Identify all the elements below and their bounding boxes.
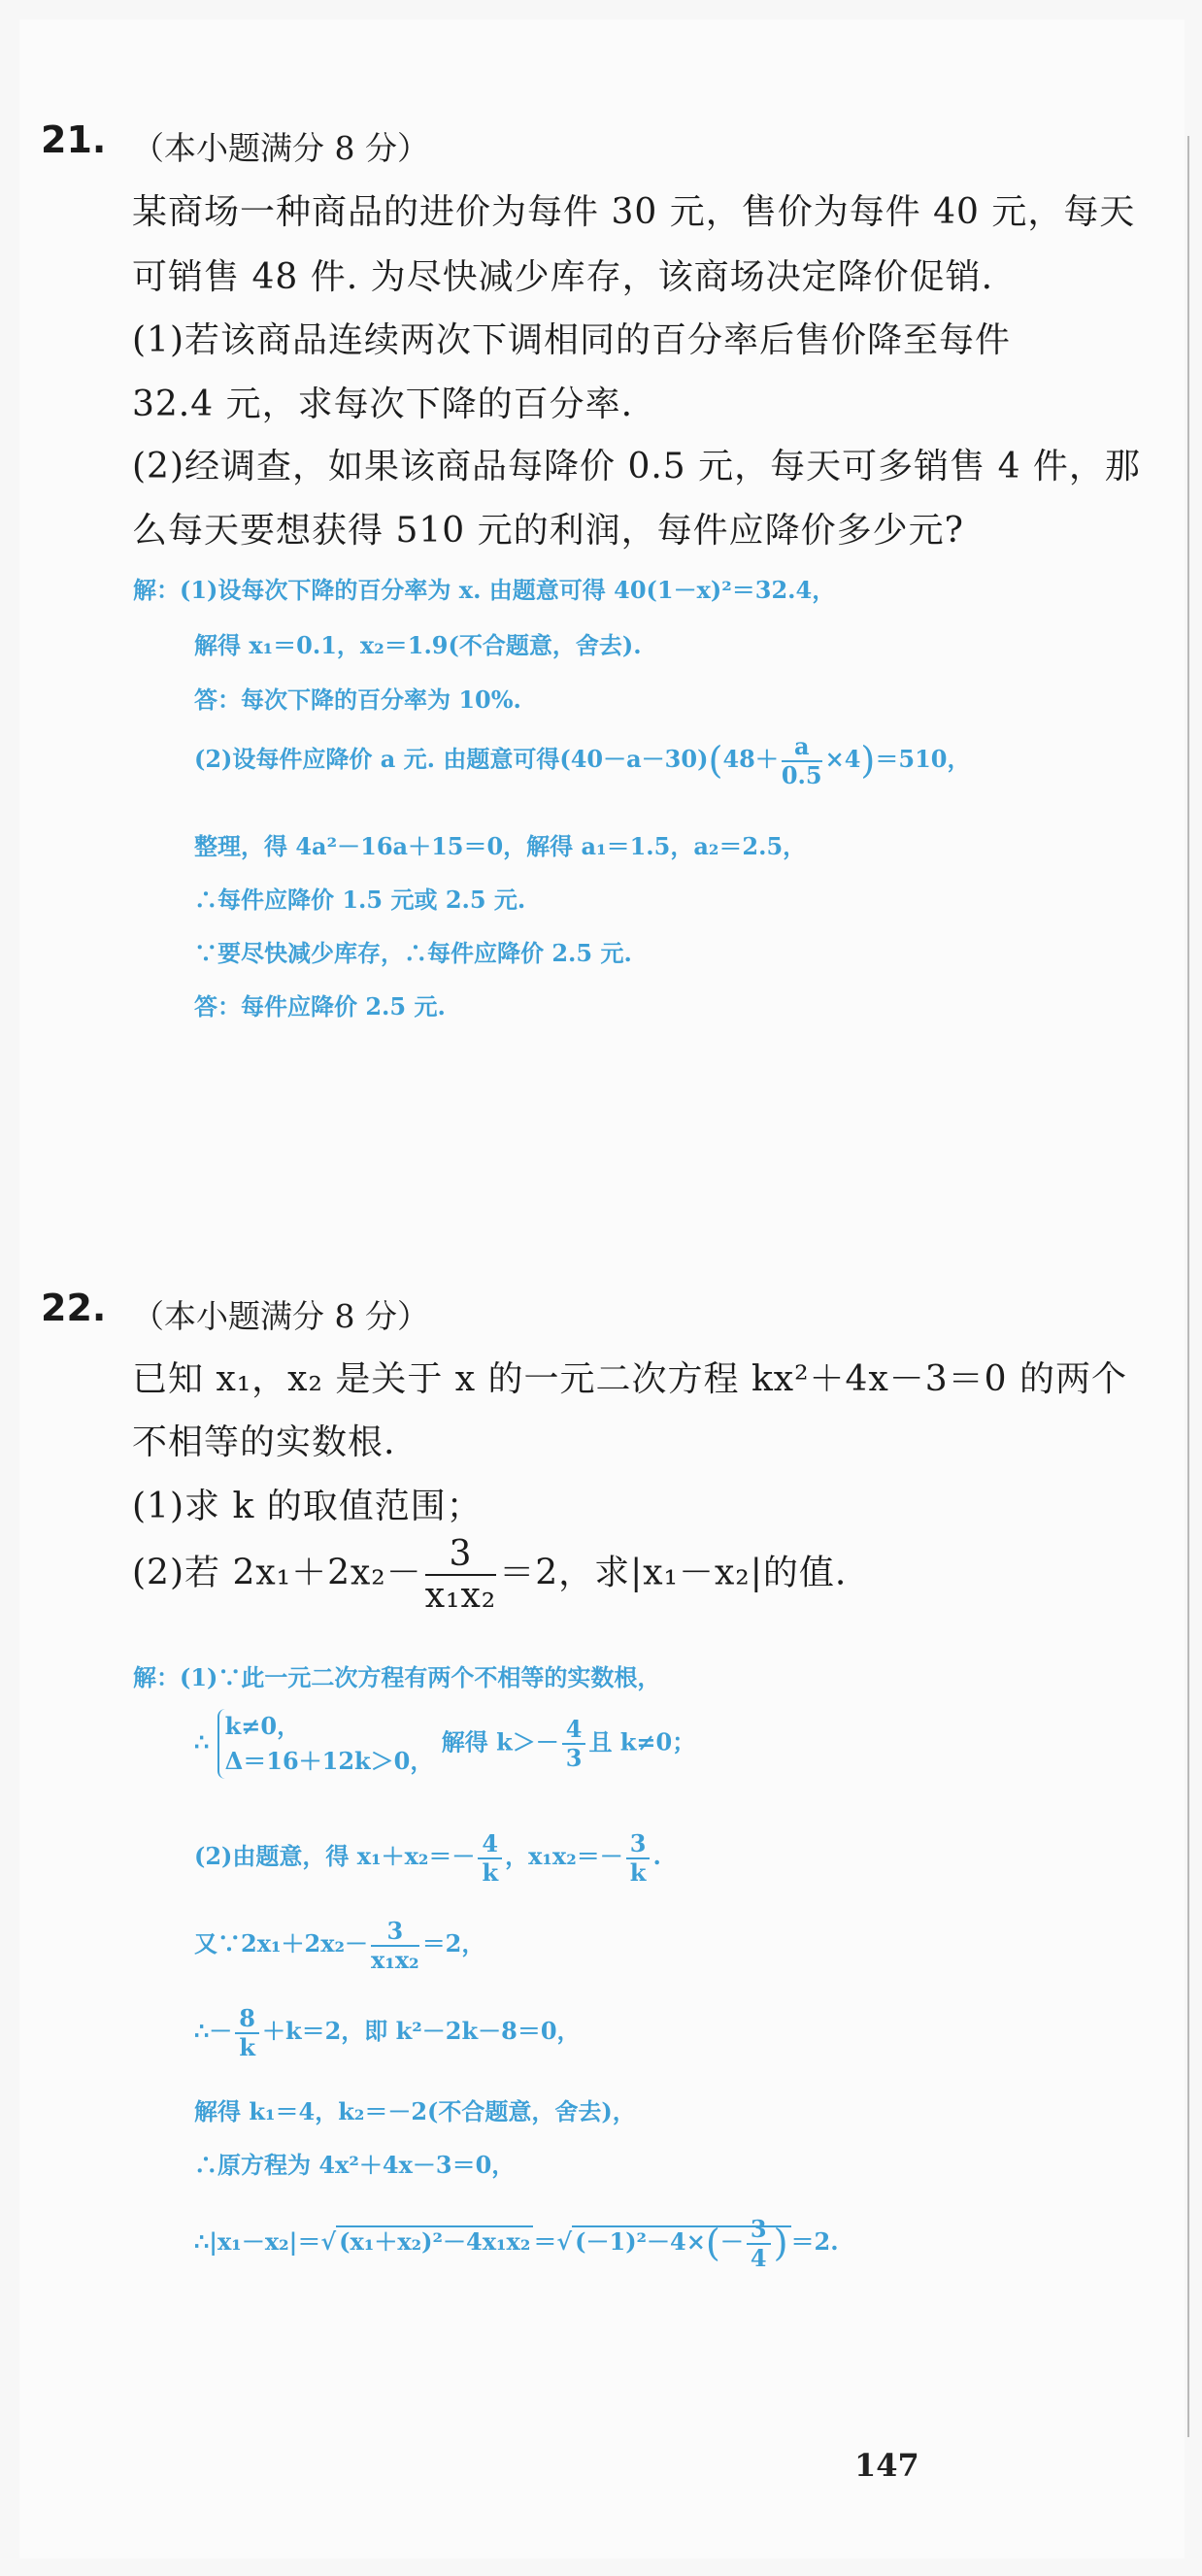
solution-line: ∴原方程为 4x²＋4x－3＝0，: [194, 2151, 516, 2179]
question-text-line: 32.4 元，求每次下降的百分率.: [132, 385, 634, 424]
fraction: $\frac{4}{k}$: [478, 1830, 502, 1886]
question-text-line: (2)若 2x₁＋2x₂－ $\frac{3}{\text{x₁x₂}}$ ＝2，求|x₁－x₂|的值.: [132, 1534, 848, 1617]
question-text-line: 么每天要想获得 510 元的利润，每件应降价多少元?: [132, 511, 964, 551]
solution-line: ∴每件应降价 1.5 元或 2.5 元.: [194, 886, 526, 914]
question-score: （本小题满分 8 分）: [132, 1297, 429, 1335]
fraction: $\frac{a}{0.5}$: [781, 732, 822, 789]
question-text-line: (2)经调查，如果该商品每降价 0.5 元，每天可多销售 4 件，那: [132, 447, 1141, 486]
question-text-line: 不相等的实数根.: [132, 1422, 396, 1462]
solution-line: 解得 k₁＝4，k₂＝－2(不合题意，舍去)，: [194, 2097, 636, 2125]
margin-rule: [1187, 136, 1189, 2437]
solution-line: (2)设每件应降价 a 元. 由题意可得(40－a－30)(48＋ $\frac{a}{0.5}$ ×4)＝510，: [194, 732, 971, 789]
solution-line: ∴ k≠0， Δ＝16＋12k＞0， 解得 k＞－ $\frac{4}{3}$ 且 k≠0；: [194, 1709, 695, 1779]
fraction: $\frac{3}{\text{x₁x₂}}$: [424, 1534, 497, 1617]
fraction: $\frac{3}{k}$: [626, 1830, 651, 1886]
solution-line: (2)由题意，得 x₁＋x₂＝－ $\frac{4}{k}$ ，x₁x₂＝－ $\frac{3}{k}$ .: [194, 1829, 661, 1887]
solution-line: ∴|x₁－x₂|＝√ (x₁＋x₂)²－4x₁x₂ ＝√ (－1)²－4×(－ $\frac{3}{4}$ ) ＝2.: [194, 2215, 839, 2272]
solution-line: ∵要尽快减少库存，∴每件应降价 2.5 元.: [194, 939, 632, 967]
question-number: 22.: [41, 1287, 107, 1329]
question-text-line: 已知 x₁，x₂ 是关于 x 的一元二次方程 kx²＋4x－3＝0 的两个: [132, 1359, 1127, 1399]
solution-line: 解：(1)∵此一元二次方程有两个不相等的实数根，: [133, 1663, 661, 1691]
solution-line: 解得 x₁＝0.1，x₂＝1.9(不合题意，舍去).: [194, 631, 642, 659]
solution-line: 答：每件应降价 2.5 元.: [194, 992, 446, 1020]
question-score: （本小题满分 8 分）: [132, 129, 429, 167]
system-brace: k≠0， Δ＝16＋12k＞0，: [217, 1709, 434, 1779]
solution-line: 解：(1)设每次下降的百分率为 x. 由题意可得 40(1－x)²＝32.4，: [133, 576, 836, 604]
solution-line: 整理，得 4a²－16a＋15＝0，解得 a₁＝1.5，a₂＝2.5，: [194, 832, 807, 860]
fraction: $\frac{3}{\text{x₁x₂}}$: [371, 1917, 419, 1974]
question-text-line: 某商场一种商品的进价为每件 30 元，售价为每件 40 元，每天: [132, 192, 1136, 232]
question-text-line: 可销售 48 件. 为尽快减少库存，该商场决定降价促销.: [132, 257, 994, 297]
fraction: $\frac{3}{4}$: [747, 2216, 771, 2271]
question-text-line: (1)求 k 的取值范围；: [132, 1487, 483, 1526]
fraction: $\frac{8}{k}$: [235, 2005, 259, 2060]
question-number: 21.: [41, 118, 107, 161]
solution-line: 又∵2x₁＋2x₂－ $\frac{3}{\text{x₁x₂}}$ ＝2，: [194, 1917, 485, 1974]
fraction: $\frac{4}{3}$: [562, 1716, 586, 1771]
page-number: 147: [854, 2447, 919, 2484]
question-text-line: (1)若该商品连续两次下调相同的百分率后售价降至每件: [132, 320, 1011, 360]
solution-line: 答：每次下降的百分率为 10%.: [194, 686, 521, 714]
page: [19, 19, 1185, 2559]
solution-line: ∴－ $\frac{8}{k}$ ＋k＝2，即 k²－2k－8＝0，: [194, 2004, 581, 2061]
